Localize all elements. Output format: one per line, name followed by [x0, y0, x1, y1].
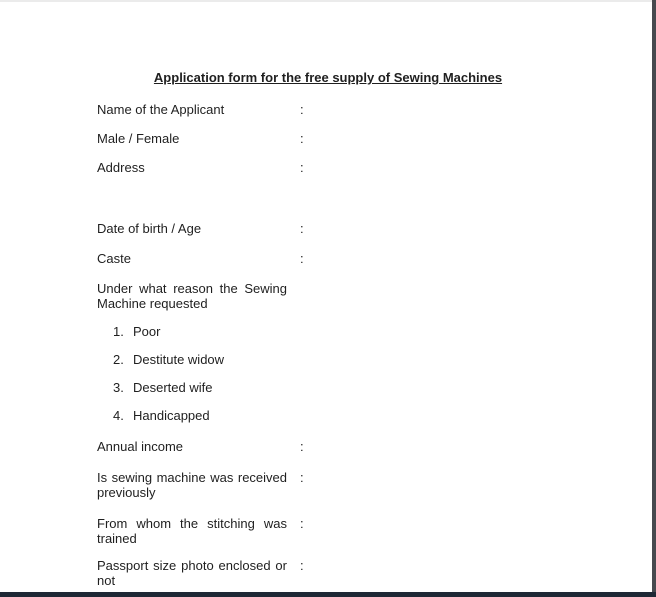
list-number: 3. — [113, 380, 124, 395]
list-label: Deserted wife — [133, 380, 213, 395]
field-colon: : — [300, 131, 304, 146]
field-row-reason — [97, 281, 427, 311]
field-colon: : — [300, 558, 304, 573]
field-colon: : — [300, 439, 304, 454]
field-colon: : — [300, 251, 304, 266]
field-row-address — [97, 160, 427, 175]
field-colon: : — [300, 221, 304, 236]
reason-list-item-destitute-widow — [113, 352, 427, 367]
reason-list-item-poor — [113, 324, 427, 339]
field-row-received-previously — [97, 470, 427, 500]
field-colon: : — [300, 160, 304, 175]
field-label-dob: Date of birth / Age — [97, 221, 202, 236]
field-row-photo-enclosed — [97, 558, 427, 588]
field-colon: : — [300, 516, 304, 531]
list-number: 1. — [113, 324, 124, 339]
field-label-trained-by: From whom the stitching was trained — [97, 516, 287, 546]
reason-list-item-handicapped — [113, 408, 427, 423]
field-label-photo-enclosed: Passport size photo enclosed or not — [97, 558, 287, 588]
application-form — [97, 102, 427, 588]
field-label-address: Address — [97, 160, 145, 175]
field-label-annual-income: Annual income — [97, 439, 183, 454]
field-colon: : — [300, 102, 304, 117]
form-title: Application form for the free supply of Sewing Machines — [153, 70, 503, 85]
list-number: 4. — [113, 408, 124, 423]
field-label-reason: Under what reason the Sewing Machine requested — [97, 281, 287, 311]
list-label: Handicapped — [133, 408, 210, 423]
page-top-edge — [0, 0, 656, 2]
window-edge-right — [652, 0, 656, 597]
field-label-received-previously: Is sewing machine was received previously — [97, 470, 287, 500]
field-row-applicant-name — [97, 102, 427, 117]
list-label: Destitute widow — [133, 352, 225, 367]
field-row-annual-income — [97, 439, 427, 454]
list-number: 2. — [113, 352, 124, 367]
reason-list-item-deserted-wife — [113, 380, 427, 395]
reason-list — [113, 324, 427, 423]
list-label: Poor — [133, 324, 161, 339]
field-colon: : — [300, 470, 304, 485]
field-row-trained-by — [97, 516, 427, 546]
field-label-applicant-name: Name of the Applicant — [97, 102, 225, 117]
field-row-gender — [97, 131, 427, 146]
window-edge-bottom — [0, 592, 656, 597]
field-label-caste: Caste — [97, 251, 131, 266]
field-row-caste — [97, 251, 427, 266]
field-label-gender: Male / Female — [97, 131, 180, 146]
field-row-dob — [97, 221, 427, 236]
